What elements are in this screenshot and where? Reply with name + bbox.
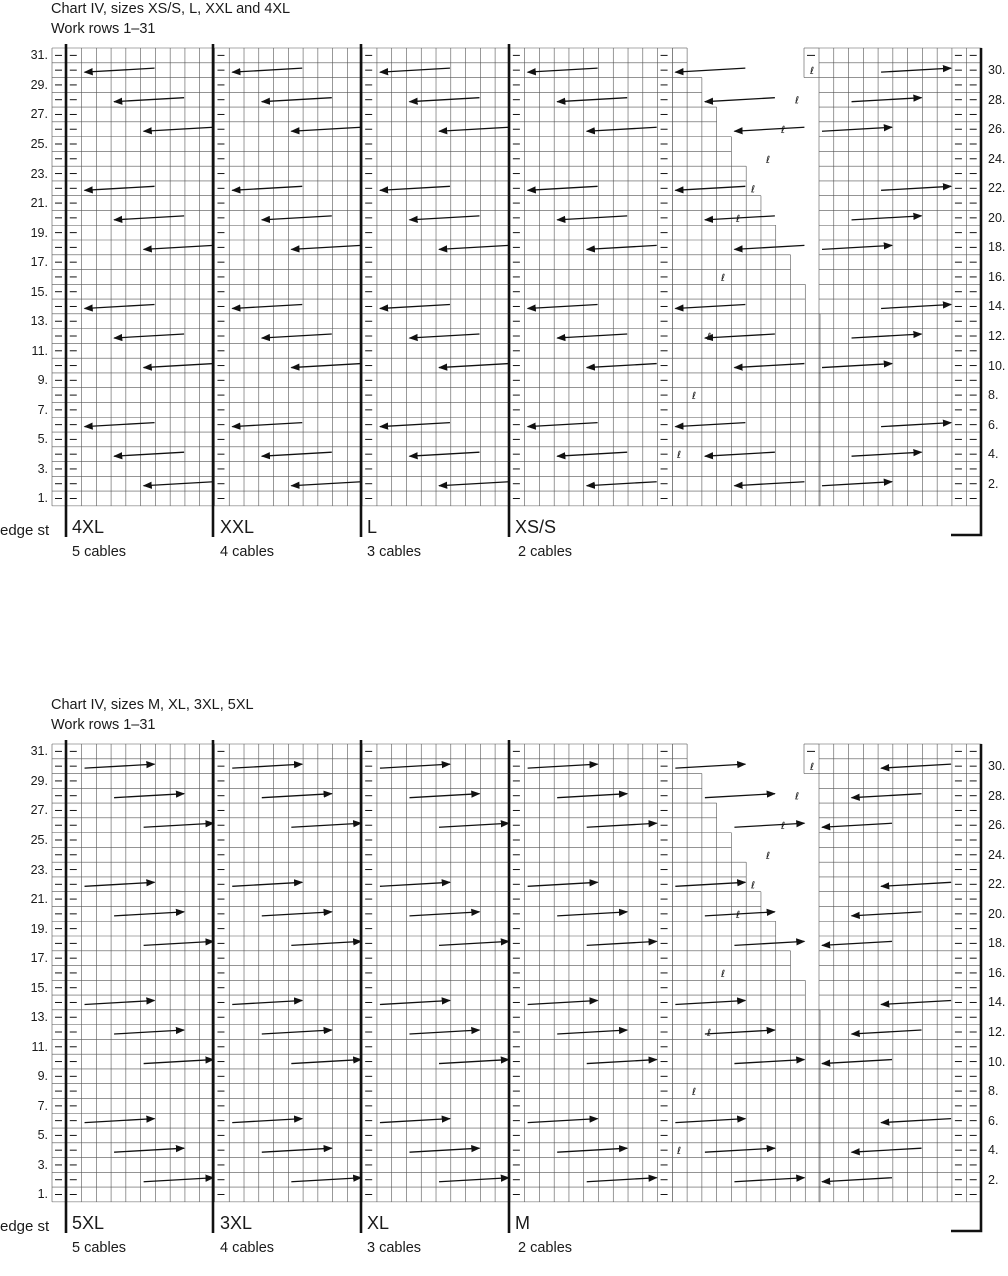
cable-arrow: [557, 216, 627, 220]
row-number-left: 7.: [37, 1098, 48, 1113]
row-number-right: 16.: [988, 965, 1006, 980]
row-number-right: 28.: [988, 788, 1006, 803]
cable-arrow: [262, 1030, 332, 1034]
cable-arrow: [675, 186, 745, 190]
cable-arrow: [232, 882, 302, 886]
size-label-m: M: [515, 1213, 530, 1233]
cable-arrow: [587, 364, 657, 368]
cable-arrow: [822, 364, 892, 368]
size-label-4xl: 4XL: [72, 517, 105, 537]
cable-arrow: [439, 941, 509, 945]
cable-arrow: [380, 423, 450, 427]
cable-arrow: [232, 1000, 302, 1004]
cable-arrow: [439, 1060, 509, 1064]
cable-arrow: [114, 98, 184, 102]
cable-arrow: [262, 334, 332, 338]
row-number-left: 19.: [30, 921, 48, 936]
cable-count-m: 2 cables: [518, 1240, 573, 1256]
cable-arrow: [409, 216, 479, 220]
cable-arrow: [85, 304, 155, 308]
cable-arrow: [380, 186, 450, 190]
row-number-left: 25.: [30, 137, 48, 151]
cable-arrow: [439, 823, 509, 827]
cable-count-4xl: 5 cables: [72, 544, 127, 560]
cable-arrow: [232, 423, 302, 427]
cable-arrow: [881, 423, 951, 427]
row-number-left: 11.: [31, 343, 48, 358]
row-number-right: 10.: [988, 1054, 1006, 1069]
cable-arrow: [675, 1119, 745, 1123]
chart-title: Chart IV, sizes M, XL, 3XL, 5XL: [51, 697, 254, 713]
row-number-left: 23.: [30, 862, 48, 877]
cable-arrow: [528, 186, 598, 190]
cable-arrow: [881, 186, 951, 190]
cable-arrow: [262, 1148, 332, 1152]
cable-arrow: [557, 912, 627, 916]
cable-arrow: [409, 1148, 479, 1152]
cable-arrow: [852, 794, 922, 798]
row-number-right: 30.: [988, 759, 1006, 774]
row-number-right: 24.: [988, 847, 1006, 862]
cable-arrow: [144, 245, 214, 249]
cable-arrow: [144, 1178, 214, 1182]
cable-arrow: [852, 1148, 922, 1152]
cable-arrow: [705, 794, 775, 798]
increase-symbols: [677, 66, 814, 461]
row-number-right: 8.: [988, 1084, 999, 1099]
cable-arrow: [232, 186, 302, 190]
row-number-right: 6.: [988, 417, 999, 432]
cable-arrow: [232, 1119, 302, 1123]
increase-mark: ℓ: [707, 1028, 712, 1040]
increase-mark: ℓ: [781, 125, 786, 137]
cable-arrow: [439, 364, 509, 368]
cable-arrow: [291, 941, 361, 945]
cable-arrow: [114, 334, 184, 338]
row-number-right: 10.: [988, 358, 1006, 373]
increase-symbols: [677, 762, 814, 1157]
size-label-3xl: 3XL: [220, 1213, 253, 1233]
cable-arrow: [262, 912, 332, 916]
cable-arrow: [232, 764, 302, 768]
cable-count-l: 3 cables: [367, 544, 422, 560]
cable-arrow: [409, 1030, 479, 1034]
cable-arrow: [852, 216, 922, 220]
cable-arrow: [232, 304, 302, 308]
cable-arrow: [409, 912, 479, 916]
cable-arrow: [528, 764, 598, 768]
cable-arrow: [881, 882, 951, 886]
cable-arrow: [380, 304, 450, 308]
cable-arrow: [822, 482, 892, 486]
row-number-right: 28.: [988, 92, 1006, 107]
row-number-right: 2.: [988, 1172, 999, 1187]
row-number-left: 27.: [30, 107, 48, 122]
row-number-left: 15.: [30, 284, 48, 299]
cable-count-xl: 3 cables: [367, 1240, 422, 1256]
row-number-right: 14.: [988, 995, 1006, 1010]
cable-arrow: [144, 364, 214, 368]
cable-arrow: [734, 482, 804, 486]
cable-arrow: [705, 1030, 775, 1034]
increase-mark: ℓ: [766, 154, 771, 166]
cable-arrow: [705, 452, 775, 456]
cable-arrow: [557, 794, 627, 798]
cable-arrow: [85, 423, 155, 427]
cable-arrow: [852, 452, 922, 456]
cable-arrow: [144, 127, 214, 131]
cable-arrow: [675, 68, 745, 72]
cable-arrow: [144, 823, 214, 827]
cable-arrow: [734, 245, 804, 249]
cable-arrow: [822, 1060, 892, 1064]
row-number-left: 11.: [31, 1039, 48, 1054]
cable-arrow: [528, 882, 598, 886]
cable-arrow: [114, 216, 184, 220]
cable-arrow: [291, 127, 361, 131]
cable-arrow: [881, 304, 951, 308]
cable-arrow: [380, 764, 450, 768]
increase-mark: ℓ: [692, 1087, 697, 1099]
edge-stitch-label: edge st: [0, 1218, 50, 1235]
row-number-left: 23.: [30, 166, 48, 181]
cable-count-3xl: 4 cables: [220, 1240, 275, 1256]
cable-arrow: [262, 216, 332, 220]
cable-arrow: [439, 482, 509, 486]
row-number-left: 13.: [30, 1010, 48, 1025]
row-number-left: 25.: [30, 833, 48, 847]
cable-arrow: [528, 423, 598, 427]
cable-arrow: [144, 482, 214, 486]
row-number-left: 13.: [30, 314, 48, 329]
cable-arrow: [380, 68, 450, 72]
cable-arrow: [734, 1178, 804, 1182]
cable-arrow: [114, 452, 184, 456]
row-number-left: 29.: [30, 773, 48, 788]
row-number-left: 21.: [30, 892, 48, 907]
cable-arrow: [822, 941, 892, 945]
row-number-right: 2.: [988, 476, 999, 491]
cable-arrow: [380, 1000, 450, 1004]
row-number-right: 12.: [988, 1025, 1006, 1039]
cable-arrow: [587, 1178, 657, 1182]
size-label-xs-s: XS/S: [515, 517, 557, 537]
cable-arrow: [528, 1119, 598, 1123]
cable-arrow: [587, 482, 657, 486]
row-number-left: 9.: [37, 1069, 48, 1084]
cable-arrow: [380, 1119, 450, 1123]
cable-arrow: [85, 1119, 155, 1123]
cable-arrow: [144, 1060, 214, 1064]
cable-arrow: [232, 68, 302, 72]
increase-mark: ℓ: [736, 213, 741, 225]
row-number-right: 18.: [988, 936, 1006, 951]
size-label-xxl: XXL: [220, 517, 255, 537]
row-number-left: 29.: [30, 77, 48, 92]
chart-subtitle: Work rows 1–31: [51, 21, 156, 37]
increase-mark: ℓ: [766, 850, 771, 862]
cable-count-5xl: 5 cables: [72, 1240, 127, 1256]
row-number-left: 19.: [30, 225, 48, 240]
cable-arrow: [587, 1060, 657, 1064]
increase-mark: ℓ: [795, 95, 800, 107]
increase-mark: ℓ: [810, 762, 815, 774]
cable-arrow: [439, 127, 509, 131]
increase-mark: ℓ: [751, 184, 756, 196]
cable-arrow: [705, 1148, 775, 1152]
increase-mark: ℓ: [677, 450, 682, 462]
row-number-right: 26.: [988, 818, 1006, 833]
cable-arrow: [409, 98, 479, 102]
cable-arrow: [85, 764, 155, 768]
cable-arrow: [587, 245, 657, 249]
cable-arrow: [852, 912, 922, 916]
row-number-left: 1.: [37, 491, 48, 506]
row-number-right: 18.: [988, 240, 1006, 255]
cable-arrow: [85, 186, 155, 190]
size-label-l: L: [367, 517, 378, 537]
cable-arrow: [881, 1000, 951, 1004]
cable-arrow: [528, 1000, 598, 1004]
cable-arrow: [262, 794, 332, 798]
cable-arrow: [291, 1060, 361, 1064]
cable-arrow: [114, 794, 184, 798]
row-number-right: 26.: [988, 122, 1006, 137]
cable-arrow: [675, 304, 745, 308]
row-number-right: 20.: [988, 906, 1006, 921]
row-number-right: 30.: [988, 63, 1006, 78]
cable-arrow: [439, 245, 509, 249]
cable-arrow: [114, 1148, 184, 1152]
cable-arrow: [291, 245, 361, 249]
edge-stitch-label: edge st: [0, 522, 50, 539]
cable-arrow: [409, 452, 479, 456]
cable-arrow: [439, 1178, 509, 1182]
cable-arrow: [675, 1000, 745, 1004]
cable-arrow: [881, 68, 951, 72]
row-number-right: 24.: [988, 151, 1006, 166]
cable-arrow: [822, 127, 892, 131]
row-number-left: 17.: [30, 255, 48, 270]
increase-mark: ℓ: [781, 821, 786, 833]
cable-arrow: [114, 1030, 184, 1034]
cable-arrow: [587, 127, 657, 131]
cable-arrow: [675, 882, 745, 886]
cable-arrow: [852, 334, 922, 338]
increase-mark: ℓ: [707, 332, 712, 344]
row-number-left: 27.: [30, 803, 48, 818]
chart-iv-bottom: [0, 696, 1008, 1276]
row-number-left: 7.: [37, 402, 48, 417]
row-number-right: 6.: [988, 1113, 999, 1128]
cable-arrow: [734, 1060, 804, 1064]
increase-mark: ℓ: [795, 791, 800, 803]
row-number-left: 1.: [37, 1187, 48, 1202]
row-number-left: 5.: [37, 1128, 48, 1143]
cable-count-xs-s: 2 cables: [518, 544, 573, 560]
cable-arrow: [114, 912, 184, 916]
cable-arrow: [852, 98, 922, 102]
cable-arrow: [291, 1178, 361, 1182]
chart-title: Chart IV, sizes XS/S, L, XXL and 4XL: [51, 1, 291, 17]
row-number-left: 21.: [30, 196, 48, 211]
cable-arrow: [262, 98, 332, 102]
row-number-left: 3.: [37, 461, 48, 476]
cable-arrow: [380, 882, 450, 886]
cable-arrow: [734, 823, 804, 827]
cable-arrow: [528, 68, 598, 72]
row-number-right: 22.: [988, 877, 1006, 892]
row-number-right: 4.: [988, 1143, 999, 1158]
cable-arrow: [291, 823, 361, 827]
cable-arrow: [557, 1030, 627, 1034]
cable-arrow: [705, 334, 775, 338]
knitting-chart-grid: [0, 0, 1008, 580]
cable-arrow: [291, 482, 361, 486]
chart-subtitle: Work rows 1–31: [51, 717, 156, 733]
cable-arrow: [705, 98, 775, 102]
cable-arrow: [822, 823, 892, 827]
cable-arrow: [734, 364, 804, 368]
cable-arrow: [587, 823, 657, 827]
cable-arrow: [557, 452, 627, 456]
cable-arrow: [734, 941, 804, 945]
cable-arrow: [262, 452, 332, 456]
increase-mark: ℓ: [810, 66, 815, 78]
row-number-right: 16.: [988, 269, 1006, 284]
row-number-left: 31.: [30, 744, 48, 759]
row-number-right: 4.: [988, 447, 999, 462]
row-number-left: 17.: [30, 951, 48, 966]
cable-arrow: [409, 794, 479, 798]
row-number-left: 31.: [30, 48, 48, 63]
cable-arrow: [557, 1148, 627, 1152]
size-label-xl: XL: [367, 1213, 390, 1233]
row-number-left: 15.: [30, 980, 48, 995]
cable-arrow: [557, 334, 627, 338]
cable-count-xxl: 4 cables: [220, 544, 275, 560]
row-number-left: 9.: [37, 373, 48, 388]
cable-arrow: [822, 1178, 892, 1182]
increase-mark: ℓ: [721, 968, 726, 980]
cable-arrow: [881, 1119, 951, 1123]
size-label-5xl: 5XL: [72, 1213, 105, 1233]
cable-arrow: [85, 68, 155, 72]
cable-arrow: [822, 245, 892, 249]
cable-arrow: [409, 334, 479, 338]
chart-iv-top: [0, 0, 1008, 580]
cable-arrow: [291, 364, 361, 368]
row-number-left: 5.: [37, 432, 48, 447]
cable-arrow: [144, 941, 214, 945]
increase-mark: ℓ: [677, 1146, 682, 1158]
cable-arrow: [587, 941, 657, 945]
cable-arrow: [675, 423, 745, 427]
row-number-right: 8.: [988, 388, 999, 403]
increase-mark: ℓ: [736, 909, 741, 921]
increase-mark: ℓ: [692, 391, 697, 403]
knitting-chart-grid: [0, 696, 1008, 1276]
cable-arrow: [675, 764, 745, 768]
cable-arrow: [852, 1030, 922, 1034]
cable-arrow: [85, 882, 155, 886]
row-number-right: 22.: [988, 181, 1006, 196]
row-number-right: 20.: [988, 210, 1006, 225]
row-number-right: 14.: [988, 299, 1006, 314]
cable-arrow: [734, 127, 804, 131]
increase-mark: ℓ: [751, 880, 756, 892]
cable-arrow: [557, 98, 627, 102]
row-number-right: 12.: [988, 329, 1006, 343]
row-number-left: 3.: [37, 1157, 48, 1172]
cable-arrow: [528, 304, 598, 308]
cable-arrow: [85, 1000, 155, 1004]
cable-arrow: [881, 764, 951, 768]
increase-mark: ℓ: [721, 272, 726, 284]
